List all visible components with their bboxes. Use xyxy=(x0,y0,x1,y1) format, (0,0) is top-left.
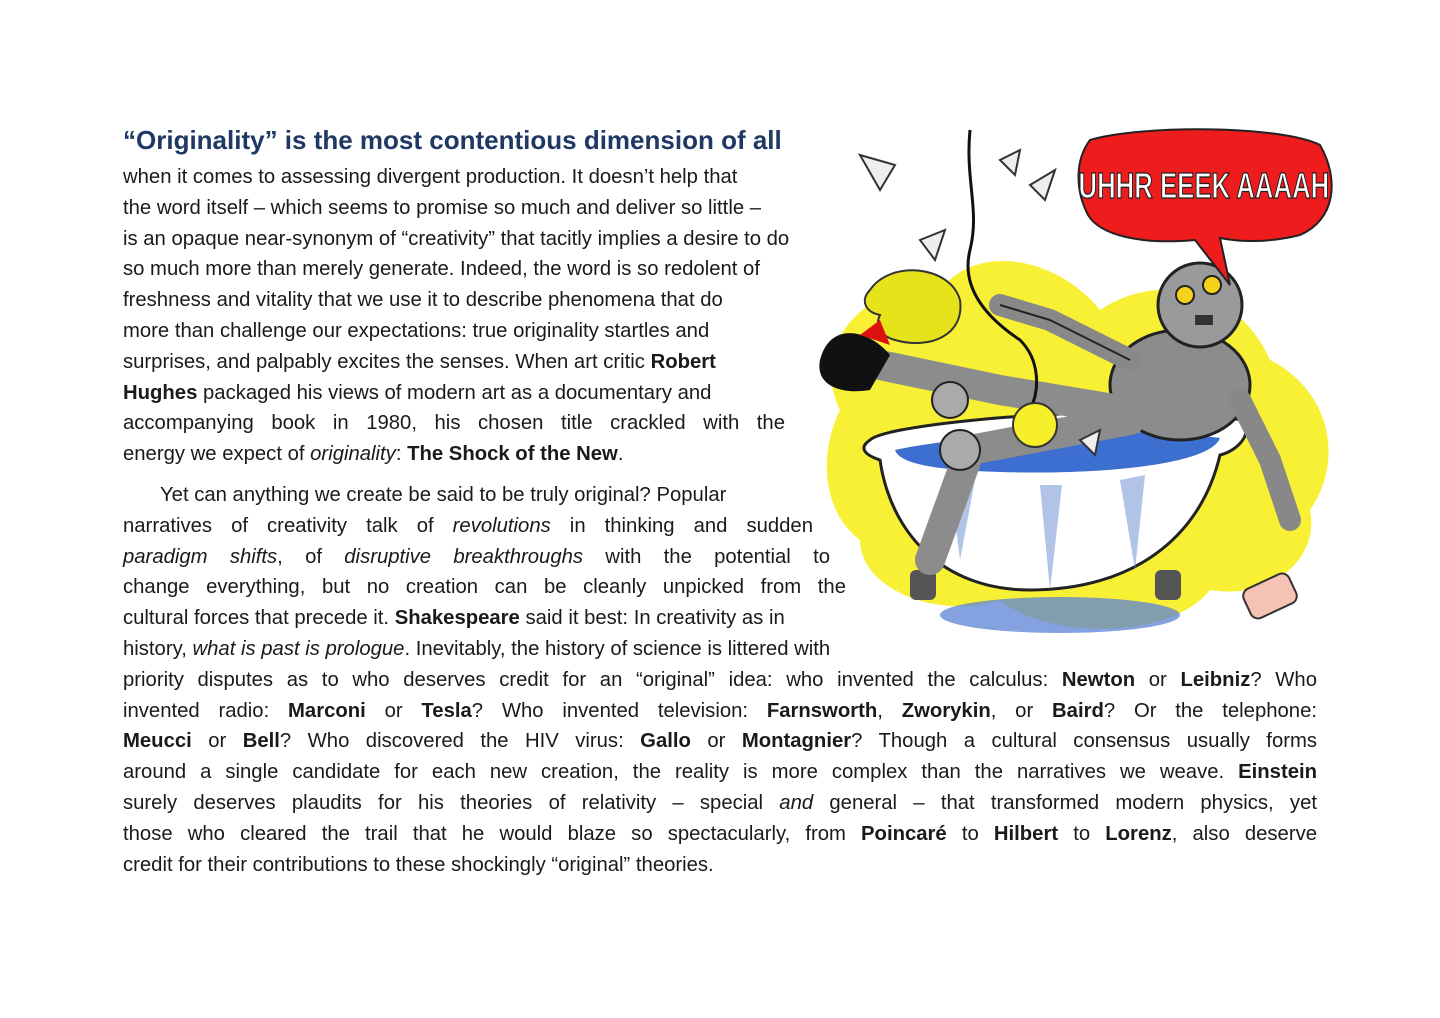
text-line: cultural forces that precede it. Shakespeare said it best: In creativity as in xyxy=(123,607,785,630)
text-line: accompanying book in 1980, his chosen title crackled with the xyxy=(123,412,785,435)
text-line: change everything, but no creation can be cleanly unpicked from the xyxy=(123,576,846,599)
text-line: surely deserves plaudits for his theories of relativity – special and general – that transformed modern physics, yet xyxy=(123,791,1317,814)
text-line: so much more than merely generate. Indeed, the word is so redolent of xyxy=(123,258,760,281)
text-line: surprises, and palpably excites the senses. When art critic Robert xyxy=(123,350,716,373)
text-line: invented radio: Marconi or Tesla? Who invented television: Farnsworth, Zworykin, or Baird? Or the telephone: xyxy=(123,699,1317,722)
text-line: the word itself – which seems to promise so much and deliver so little – xyxy=(123,196,762,219)
text-line: around a single candidate for each new creation, the reality is more complex than the narratives we weave. Einstein xyxy=(123,761,1317,784)
paragraph-2 xyxy=(123,480,1317,880)
section-title: “Originality” is the most contentious dimension of all xyxy=(123,125,782,155)
speech-bubble-text: UHHR EEEK AAAAH xyxy=(1078,164,1330,207)
article-text xyxy=(123,118,1317,880)
text-line: credit for their contributions to these shockingly “original” theories. xyxy=(123,853,714,876)
text-line: those who cleared the trail that he would blaze so spectacularly, from Poincaré to Hilbert to Lorenz, also deserve xyxy=(123,822,1318,845)
name-robert: Robert xyxy=(650,350,716,373)
text-line: paradigm shifts, of disruptive breakthroughs with the potential to xyxy=(123,545,830,568)
text-line: Meucci or Bell? Who discovered the HIV virus: Gallo or Montagnier? Though a cultural consensus usually forms xyxy=(123,730,1318,753)
text-line: more than challenge our expectations: true originality startles and xyxy=(123,319,710,342)
text-line: priority disputes as to who deserves credit for an “original” idea: who invented the calculus: Newton or Leibniz? Who xyxy=(123,668,1317,691)
name-hughes: Hughes xyxy=(123,381,198,404)
text-line: narratives of creativity talk of revolutions in thinking and sudden xyxy=(123,514,813,537)
text-line: Hughes packaged his views of modern art as a documentary and xyxy=(123,381,712,404)
book-title: The Shock of the New xyxy=(407,443,618,466)
text-line: when it comes to assessing divergent production. It doesn’t help that xyxy=(123,166,738,188)
text-line: Yet can anything we create be said to be truly original? Popular xyxy=(160,483,727,506)
paragraph-1 xyxy=(123,118,1317,470)
text-line: is an opaque near-synonym of “creativity” that tacitly implies a desire to do xyxy=(123,227,790,250)
text-line: energy we expect of originality: The Shock of the New. xyxy=(123,443,624,466)
text-line: history, what is past is prologue. Inevitably, the history of science is littered with xyxy=(123,637,831,660)
text-line: freshness and vitality that we use it to describe phenomena that do xyxy=(123,289,723,312)
